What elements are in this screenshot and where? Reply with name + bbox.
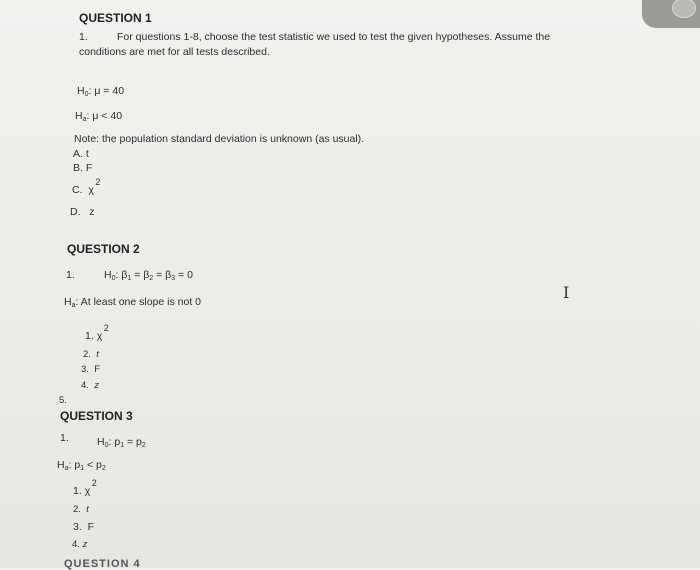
question-3-number: 1. (60, 432, 69, 444)
question-1-option-c[interactable]: C. χ 2 (72, 177, 101, 196)
question-1-alt-hypothesis: $H_a$: μ < 40 (75, 110, 123, 123)
question-1-instruction-line2: conditions are met for all tests described. (79, 46, 270, 58)
question-3-heading: QUESTION 3 (60, 409, 133, 423)
question-3-option-4[interactable]: 4. z (72, 539, 88, 550)
question-3-option-2[interactable]: 2. t (73, 504, 89, 515)
question-2-option-3[interactable]: 3. F (81, 364, 101, 375)
question-3-option-3[interactable]: 3. F (73, 521, 95, 533)
question-4-heading-partial: QUESTION 4 (64, 558, 141, 570)
text-cursor-icon: I (563, 283, 570, 302)
window-corner (642, 0, 700, 28)
question-2-trailing-number: 5. (59, 395, 67, 406)
question-1-instruction-line1: For questions 1-8, choose the test statistic we used to test the given hypotheses. Assume the (117, 31, 551, 43)
question-1-option-a[interactable]: A. t (73, 148, 89, 160)
question-2-heading: QUESTION 2 (67, 242, 140, 256)
question-3-alt-hypothesis: $H_a$: $p_1 < p_2$ (57, 459, 106, 472)
question-1-heading: QUESTION 1 (79, 11, 152, 25)
question-1-option-b[interactable]: B. F (73, 162, 93, 174)
question-2-number: 1. (66, 269, 75, 281)
question-2-option-4[interactable]: 4. z (81, 380, 99, 391)
question-3-option-1[interactable]: 1. χ 2 (73, 478, 97, 497)
question-1-number: 1. (79, 31, 88, 43)
corner-button[interactable] (672, 0, 696, 18)
question-2-null-hypothesis: $H_0$: $\beta_1 = \beta_2 = \beta_3 = 0$ (104, 269, 193, 282)
question-2-alt-hypothesis: $H_a$: At least one slope is not 0 (64, 296, 201, 309)
question-1-null-hypothesis: $H_0$: μ = 40 (77, 85, 125, 98)
question-2-option-2[interactable]: 2. t (83, 349, 99, 360)
question-1-option-d[interactable]: D. z (70, 206, 95, 218)
question-3-null-hypothesis: $H_0$: $p_1 = p_2$ (97, 436, 146, 449)
question-1-note: Note: the population standard deviation is unknown (as usual). (74, 133, 365, 145)
question-2-option-1[interactable]: 1. χ 2 (85, 323, 109, 342)
